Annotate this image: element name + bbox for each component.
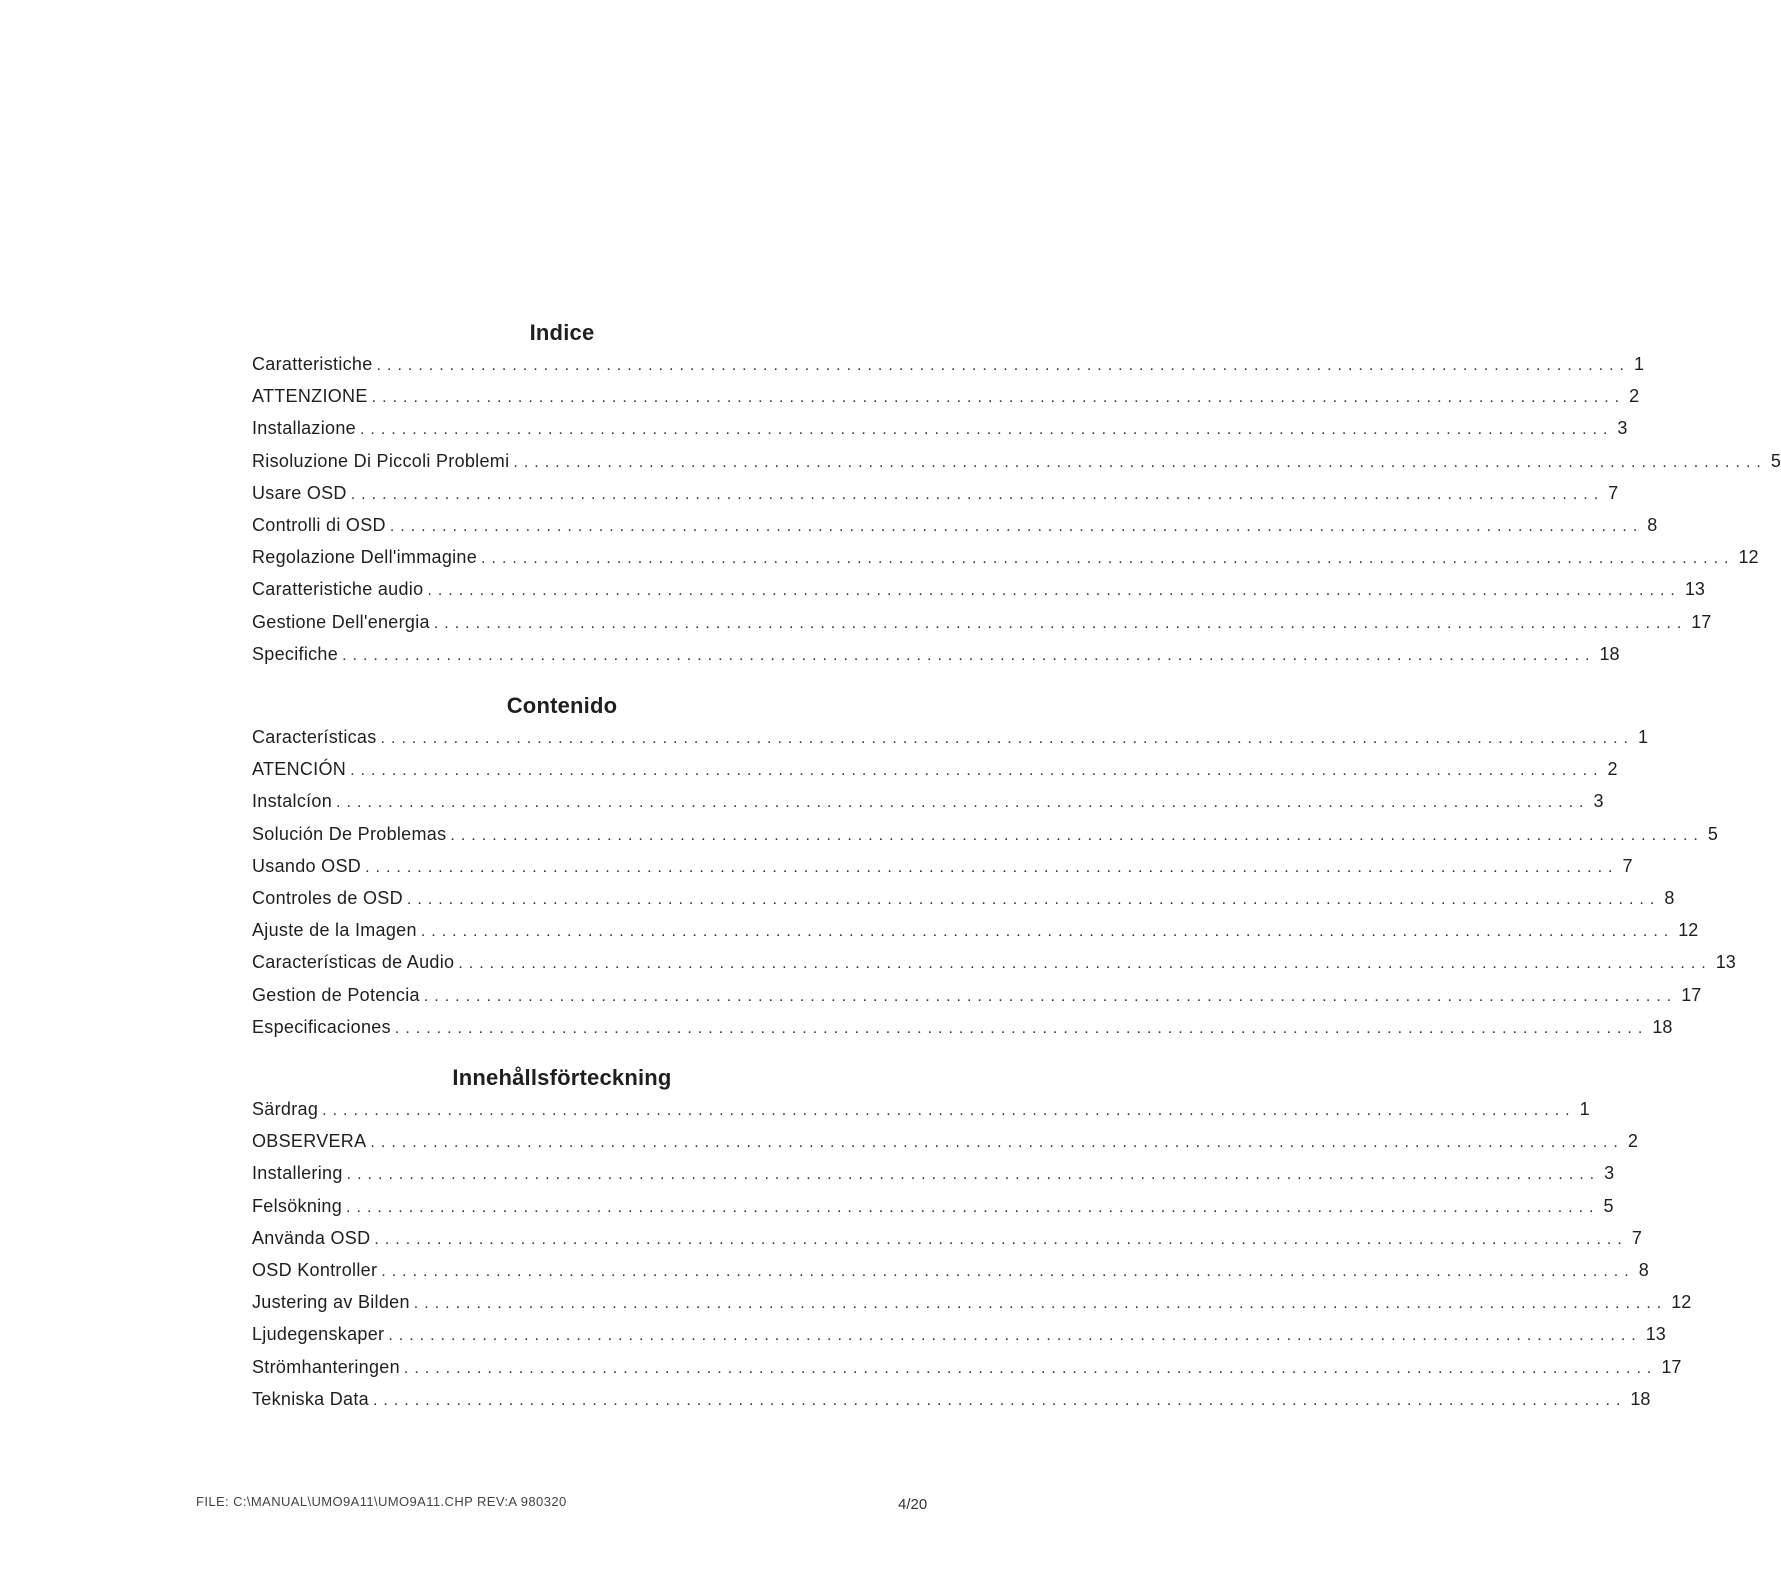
toc-entry-page: 12: [1671, 1292, 1692, 1313]
dot-leader: ........................................................................................................................: [433, 614, 1688, 632]
toc-entry-page: 2: [1627, 1131, 1638, 1152]
dot-leader: ........................................................................................................................: [513, 453, 1767, 471]
toc-entry-label: Specifiche: [252, 643, 339, 664]
toc-entry: [252, 946, 1736, 978]
dot-leader: ........................................................................................................................: [406, 890, 1661, 908]
toc-entry-label: OBSERVERA: [252, 1131, 367, 1152]
dot-leader: ........................................................................................................................: [350, 485, 1605, 503]
toc-entry-page: 7: [1608, 482, 1619, 503]
toc-entry-page: 13: [1645, 1324, 1666, 1345]
toc-entry: [252, 1318, 1666, 1350]
toc-entry-label: Usando OSD: [252, 855, 362, 876]
dot-leader: ........................................................................................................................: [374, 1230, 1628, 1248]
toc-entry-label: Características: [252, 727, 377, 747]
toc-entry: [252, 573, 1705, 605]
toc-entry-label: OSD Kontroller: [252, 1259, 378, 1280]
toc-entry-page: 7: [1622, 855, 1633, 876]
toc-entry-page: 8: [1638, 1259, 1649, 1280]
toc-entry: [252, 1125, 1638, 1157]
toc-entry-label: Felsökning: [252, 1195, 343, 1216]
toc-entry: [252, 412, 1628, 444]
toc-entry-label: Använda OSD: [252, 1227, 371, 1248]
toc-entry-label: Controlli di OSD: [252, 514, 386, 535]
section-title: Contenido: [506, 693, 618, 718]
toc-entry-label: Controles de OSD: [252, 887, 403, 908]
toc-entry: [252, 509, 1658, 541]
toc-section-spanish: [252, 691, 1736, 1043]
toc-entry: [252, 1222, 1642, 1254]
dot-leader: ........................................................................................................................: [346, 1198, 1600, 1216]
dot-leader: ........................................................................................................................: [389, 517, 1644, 535]
toc-entry: [252, 818, 1718, 850]
toc-entry: [252, 1011, 1673, 1043]
dot-leader: ........................................................................................................................: [394, 1019, 1649, 1037]
toc-entry-page: 8: [1664, 887, 1675, 908]
toc-entry-page: 1: [1637, 727, 1648, 747]
toc-entry: [252, 1093, 1590, 1125]
toc-entry: [252, 445, 1781, 477]
toc-entry-page: 3: [1617, 418, 1628, 439]
toc-entry-page: 5: [1603, 1195, 1614, 1216]
dot-leader: ........................................................................................................................: [371, 389, 1626, 407]
toc-entry-label: Tekniska Data: [252, 1388, 369, 1409]
toc-entry: [252, 1383, 1651, 1415]
toc-entry: [252, 1351, 1682, 1383]
dot-leader: ........................................................................................................................: [381, 1262, 1635, 1280]
dot-leader: ........................................................................................................................: [372, 1391, 1627, 1409]
dot-leader: ........................................................................................................................: [376, 357, 1630, 374]
toc-entry-label: Especificaciones: [252, 1016, 391, 1037]
dot-leader: ........................................................................................................................: [359, 421, 1614, 439]
toc-entry-page: 1: [1579, 1099, 1590, 1119]
dot-leader: ........................................................................................................................: [346, 1166, 1601, 1184]
toc-entry-page: 3: [1593, 791, 1604, 812]
toc-entry: [252, 638, 1620, 670]
toc-entry-page: 18: [1599, 643, 1620, 664]
toc-entry-page: 18: [1652, 1016, 1673, 1037]
toc-entry: [252, 606, 1712, 638]
toc-section-italian: [252, 318, 1781, 670]
toc-entry: [252, 380, 1640, 412]
dot-leader: ........................................................................................................................: [481, 550, 1735, 568]
footer-page-number: 4/20: [898, 1496, 928, 1513]
dot-leader: ........................................................................................................................: [365, 858, 1619, 876]
toc-entry: [252, 979, 1702, 1011]
toc-entry-label: ATTENZIONE: [252, 386, 368, 407]
toc-entry-page: 18: [1630, 1388, 1651, 1409]
dot-leader: ........................................................................................................................: [423, 987, 1678, 1005]
toc-entry-page: 13: [1684, 579, 1705, 600]
toc-entry-label: Caratteristiche audio: [252, 579, 424, 600]
toc-entry-label: Särdrag: [252, 1099, 319, 1119]
dot-leader: ........................................................................................................................: [450, 826, 1704, 844]
section-title: Indice: [529, 320, 595, 345]
toc-entry-page: 2: [1629, 386, 1640, 407]
toc-entry-page: 5: [1770, 450, 1781, 471]
footer-file-path: FILE: C:\MANUAL\UMO9A11\UMO9A11.CHP REV:A 980320: [196, 1494, 567, 1509]
toc-entry: [252, 541, 1759, 573]
toc-entry-page: 12: [1678, 920, 1699, 941]
toc-entry-label: Instalcíon: [252, 791, 333, 812]
toc-entry: [252, 348, 1644, 380]
toc-entry: [252, 1254, 1649, 1286]
toc-entry-page: 12: [1738, 547, 1759, 568]
toc-entry-page: 2: [1607, 759, 1618, 780]
dot-leader: ........................................................................................................................: [403, 1359, 1658, 1377]
toc-entry: [252, 1286, 1692, 1318]
toc-entry: [252, 1190, 1614, 1222]
dot-leader: ........................................................................................................................: [420, 923, 1675, 941]
toc-entry-page: 17: [1691, 611, 1712, 632]
toc-entry-page: 8: [1647, 514, 1658, 535]
dot-leader: ........................................................................................................................: [342, 646, 1596, 664]
dot-leader: ........................................................................................................................: [388, 1327, 1642, 1345]
toc-entry: [252, 721, 1648, 753]
toc-entry-label: Regolazione Dell'immagine: [252, 547, 478, 568]
dot-leader: ........................................................................................................................: [370, 1134, 1624, 1152]
toc-entry-label: Justering av Bilden: [252, 1292, 410, 1313]
section-title: Innehållsförteckning: [452, 1065, 672, 1090]
toc-entry: [252, 882, 1675, 914]
toc-entry: [252, 850, 1633, 882]
toc-entry-page: 3: [1604, 1163, 1615, 1184]
toc-entry-page: 1: [1633, 354, 1644, 374]
toc-entry: [252, 753, 1618, 785]
toc-entry-label: Ajuste de la Imagen: [252, 920, 417, 941]
toc-entry-page: 17: [1681, 984, 1702, 1005]
toc-entry: [252, 1157, 1615, 1189]
toc-entry-label: Installazione: [252, 418, 356, 439]
toc-entry-label: ATENCIÓN: [252, 759, 347, 780]
toc-entry: [252, 785, 1604, 817]
toc-entry-label: Strömhanteringen: [252, 1356, 400, 1377]
toc-entry-label: Gestion de Potencia: [252, 984, 420, 1005]
toc-section-swedish: [252, 1063, 1692, 1415]
dot-leader: ........................................................................................................................: [458, 955, 1712, 973]
toc-entry-page: 7: [1631, 1227, 1642, 1248]
dot-leader: ........................................................................................................................: [336, 794, 1590, 812]
dot-leader: ........................................................................................................................: [380, 730, 1634, 747]
dot-leader: ........................................................................................................................: [427, 582, 1681, 600]
dot-leader: ........................................................................................................................: [322, 1102, 1576, 1119]
toc-entry-label: Caratteristiche: [252, 354, 373, 374]
toc-entry: [252, 477, 1619, 509]
toc-entry-label: Installering: [252, 1163, 343, 1184]
toc-entry-label: Ljudegenskaper: [252, 1324, 385, 1345]
toc-entry-page: 13: [1715, 952, 1736, 973]
dot-leader: ........................................................................................................................: [413, 1295, 1668, 1313]
toc-entry-page: 5: [1707, 823, 1718, 844]
toc-entry-page: 17: [1661, 1356, 1682, 1377]
toc-entry-label: Risoluzione Di Piccoli Problemi: [252, 450, 510, 471]
toc-entry-label: Solución De Problemas: [252, 823, 447, 844]
toc-entry-label: Usare OSD: [252, 482, 347, 503]
dot-leader: ........................................................................................................................: [350, 762, 1604, 780]
toc-entry: [252, 914, 1699, 946]
toc-entry-label: Gestione Dell'energia: [252, 611, 430, 632]
toc-entry-label: Características de Audio: [252, 952, 455, 973]
